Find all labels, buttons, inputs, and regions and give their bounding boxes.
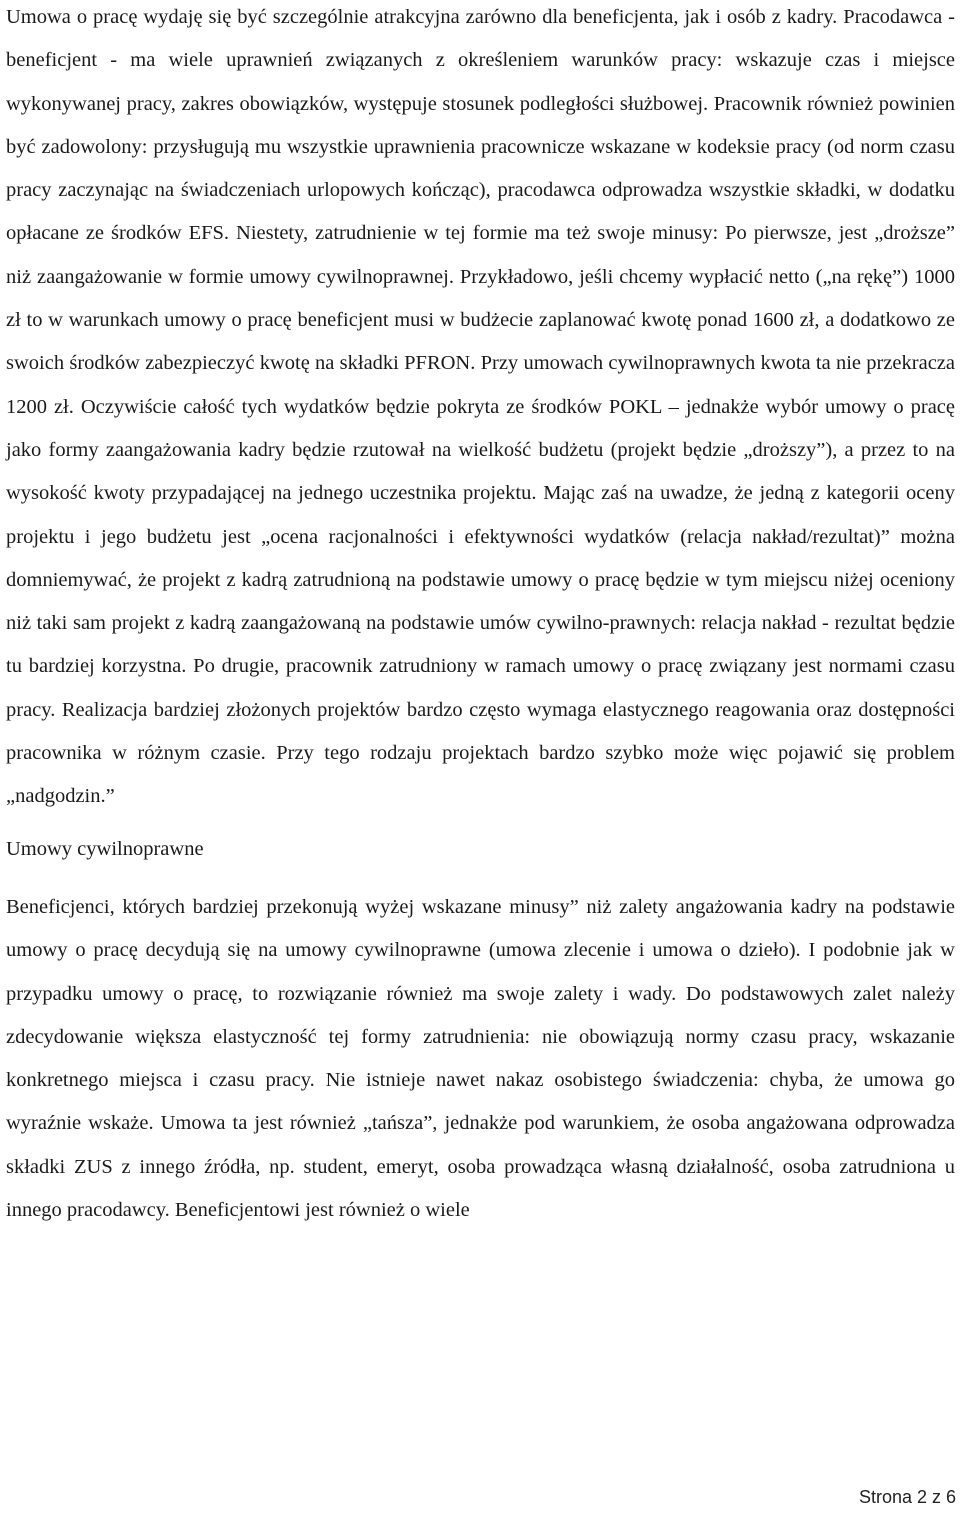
document-page	[6, 0, 955, 1232]
paragraph-employment-contract: Umowa o pracę wydaję się być szczególnie atrakcyjna zarówno dla beneficjenta, jak i osób z kadry. Pracodawca - beneficjent - ma wiele uprawnień związanych z określeniem warunków pracy: wskazuje czas i miejsce wykonywanej pracy, zakres obowiązków, występuje stosunek podległości służbowej. Pracownik również powinien być zadowolony: przysługują mu wszystkie uprawnienia pracownicze wskazane w kodeksie pracy (od norm czasu pracy zaczynając na świadczeniach urlopowych kończąc), pracodawca odprowadza wszystkie składki, w dodatku opłacane ze środków EFS. Niestety, zatrudnienie w tej formie ma też swoje minusy: Po pierwsze, jest „droższe” niż zaangażowanie w formie umowy cywilnoprawnej. Przykładowo, jeśli chcemy wypłacić netto („na rękę”) 1000 zł to w warunkach umowy o pracę beneficjent musi w budżecie zaplanować kwotę ponad 1600 zł, a dodatkowo ze swoich środków zabezpieczyć kwotę na składki PFRON. Przy umowach cywilnoprawnych kwota ta nie przekracza 1200 zł. Oczywiście całość tych wydatków będzie pokryta ze środków POKL – jednakże wybór umowy o pracę jako formy zaangażowania kadry będzie rzutował na wielkość budżetu (projekt będzie „droższy”), a przez to na wysokość kwoty przypadającej na jednego uczestnika projektu. Mając zaś na uwadze, że jedną z kategorii oceny projektu i jego budżetu jest „ocena racjonalności i efektywności wydatków (relacja nakład/rezultat)” można domniemywać, że projekt z kadrą zatrudnioną na podstawie umowy o pracę będzie w tym miejscu niżej oceniony niż taki sam projekt z kadrą zaangażowaną na podstawie umów cywilno-prawnych: relacja nakład - rezultat będzie tu bardziej korzystna. Po drugie, pracownik zatrudniony w ramach umowy o pracę związany jest normami czasu pracy. Realizacja bardziej złożonych projektów bardzo często wymaga elastycznego reagowania oraz dostępności pracownika w różnym czasie. Przy tego rodzaju projektach bardzo szybko może więc pojawić się problem „nadgodzin.”	[6, 6, 955, 808]
page-number: Strona 2 z 6	[858, 1487, 956, 1507]
paragraph-civil-law-contracts: Beneficjenci, których bardziej przekonują wyżej wskazane minusy” niż zalety angażowania kadry na podstawie umowy o pracę decydują się na umowy cywilnoprawne (umowa zlecenie i umowa o dzieło). I podobnie jak w przypadku umowy o pracę, to rozwiązanie również ma swoje zalety i wady. Do podstawowych zalet należy zdecydowanie większa elastyczność tej formy zatrudnienia: nie obowiązują normy czasu pracy, wskazanie konkretnego miejsca i czasu pracy. Nie istnieje nawet nakaz osobistego świadczenia: chyba, że umowa go wyraźnie wskaże. Umowa ta jest również „tańsza”, jednakże pod warunkiem, że osoba angażowana odprowadza składki ZUS z innego źródła, np. student, emeryt, osoba prowadząca własną działalność, osoba zatrudniona u innego pracodawcy. Beneficjentowi jest również o wiele	[6, 895, 955, 1222]
section-heading: Umowy cywilnoprawne	[6, 837, 204, 860]
